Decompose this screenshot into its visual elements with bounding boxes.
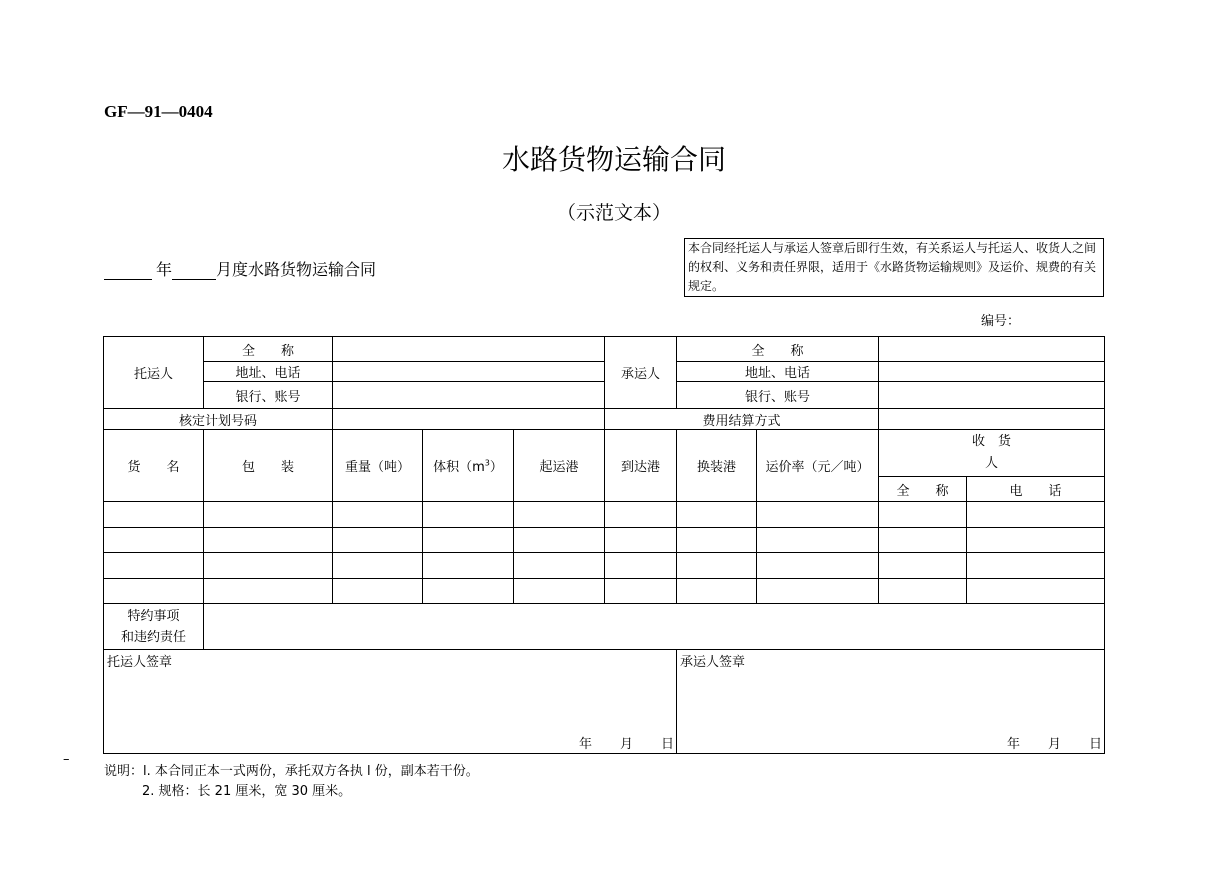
col-consignee-phone: 电 话 <box>967 477 1105 502</box>
form-name <box>104 257 376 280</box>
serial-number-label: 编号： <box>981 314 1021 329</box>
shipper-name-label: 全 称 <box>204 337 333 362</box>
col-rate: 运价率（元／吨） <box>757 430 879 502</box>
table-row <box>104 528 1105 553</box>
year-blank[interactable] <box>104 261 152 280</box>
shipper-signature-box[interactable] <box>104 650 677 754</box>
settlement-field[interactable] <box>879 409 1105 430</box>
special-terms-line1: 特约事项 <box>127 608 180 624</box>
carrier-address-label: 地址、电话 <box>677 362 879 382</box>
col-consignee-name: 全 称 <box>879 477 967 502</box>
special-terms-field[interactable] <box>204 604 1105 650</box>
col-transfer-port: 换装港 <box>677 430 757 502</box>
date-day: 日 <box>1089 737 1103 752</box>
carrier-signature-label: 承运人签章 <box>680 655 746 670</box>
carrier-bank-field[interactable] <box>879 382 1105 409</box>
date-year: 年 <box>1006 737 1020 752</box>
carrier-name-field[interactable] <box>879 337 1105 362</box>
year-suffix: 年 <box>156 260 173 279</box>
date-month: 月 <box>619 737 633 752</box>
shipper-label: 托运人 <box>104 337 204 409</box>
table-row <box>104 553 1105 579</box>
col-consignee-line2: 人 <box>985 456 999 471</box>
footnote-line-1: 说明：l. 本合同正本一式两份，承托双方各执 l 份，副本若干份。 <box>104 764 479 779</box>
carrier-label: 承运人 <box>605 337 677 409</box>
plan-number-label: 核定计划号码 <box>104 409 333 430</box>
month-suffix: 月度水路货物运输合同 <box>216 260 377 279</box>
settlement-label: 费用结算方式 <box>605 409 879 430</box>
page-title: 水路货物运输合同 <box>501 143 726 176</box>
col-consignee <box>879 430 1105 477</box>
col-volume-suffix: ） <box>489 460 503 475</box>
shipper-sign-date <box>551 733 674 752</box>
footnote <box>104 762 479 802</box>
col-packing: 包 装 <box>204 430 333 502</box>
shipper-bank-label: 银行、账号 <box>204 382 333 409</box>
carrier-signature-box[interactable] <box>677 650 1105 754</box>
col-origin-port: 起运港 <box>514 430 605 502</box>
plan-number-field[interactable] <box>333 409 605 430</box>
col-volume <box>423 430 514 502</box>
col-dest-port: 到达港 <box>605 430 677 502</box>
page-subtitle: （示范文本） <box>556 202 671 224</box>
contract-table <box>103 336 1105 754</box>
col-volume-prefix: 体积（m <box>433 460 485 475</box>
table-row <box>104 502 1105 528</box>
shipper-signature-label: 托运人签章 <box>107 655 173 670</box>
table-row <box>104 579 1105 604</box>
carrier-bank-label: 银行、账号 <box>677 382 879 409</box>
date-year: 年 <box>578 737 592 752</box>
shipper-address-field[interactable] <box>333 362 605 382</box>
col-weight: 重量（吨） <box>333 430 423 502</box>
col-cargo-name: 货 名 <box>104 430 204 502</box>
col-volume-sup: 3 <box>484 458 490 468</box>
carrier-sign-date <box>979 733 1102 752</box>
date-month: 月 <box>1048 737 1062 752</box>
col-consignee-line1: 收 货 <box>972 434 1012 449</box>
shipper-bank-field[interactable] <box>333 382 605 409</box>
form-code: GF—91—0404 <box>104 102 213 121</box>
shipper-address-label: 地址、电话 <box>204 362 333 382</box>
month-blank[interactable] <box>172 261 216 280</box>
shipper-name-field[interactable] <box>333 337 605 362</box>
footnote-line-2: 2. 规格：长 21 厘米，宽 30 厘米。 <box>142 784 352 799</box>
special-terms-label <box>104 604 204 650</box>
margin-mark: – <box>63 752 70 767</box>
date-day: 日 <box>661 737 675 752</box>
carrier-name-label: 全 称 <box>677 337 879 362</box>
special-terms-line2: 和违约责任 <box>120 629 186 645</box>
effectiveness-notice: 本合同经托运人与承运人签章后即行生效，有关系运人与托运人、收货人之间的权利、义务和责任界限，适用于《水路货物运输规则》及运价、规费的有关规定。 <box>684 238 1104 297</box>
carrier-address-field[interactable] <box>879 362 1105 382</box>
